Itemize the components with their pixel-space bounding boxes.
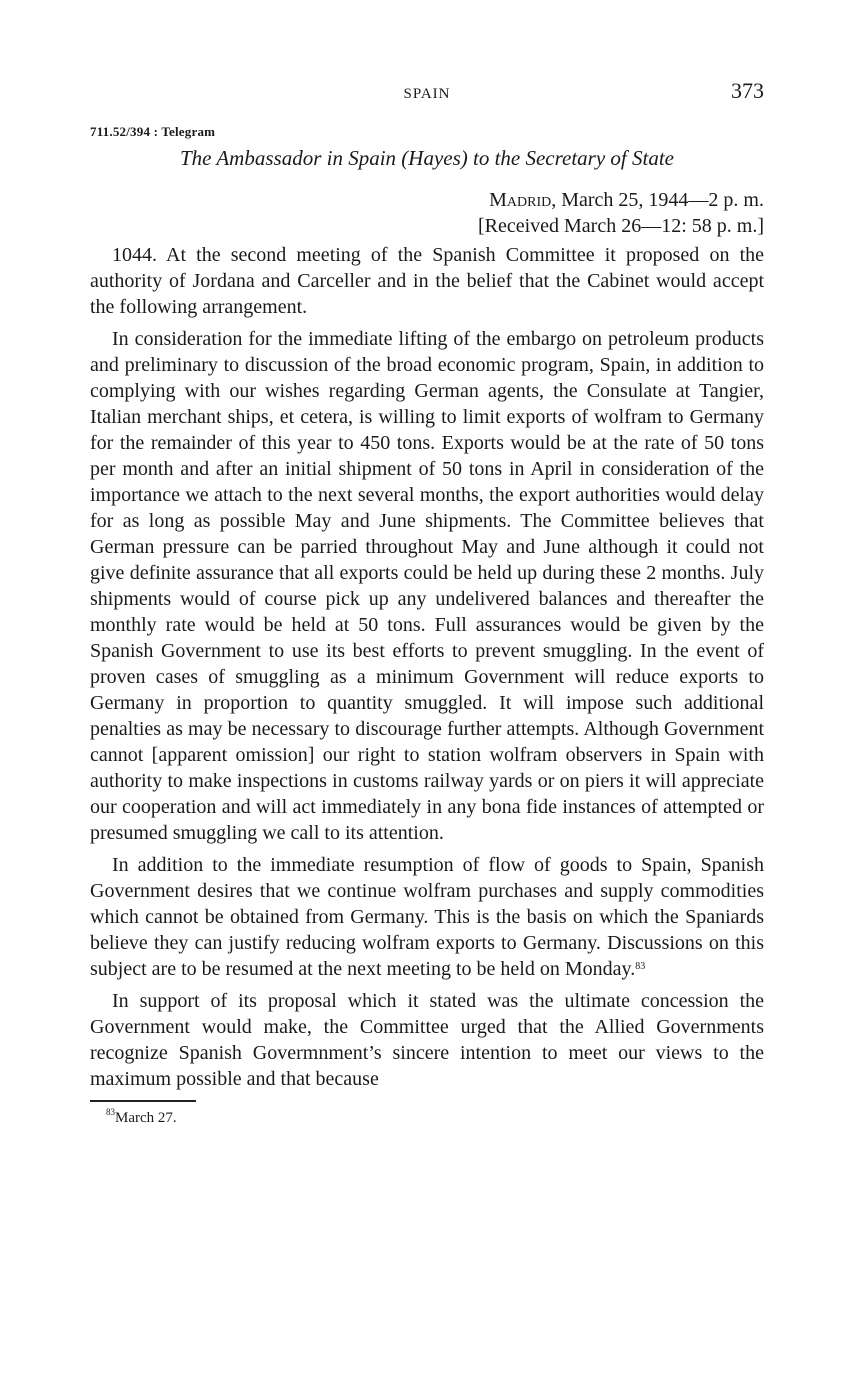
document-reference: 711.52/394 : Telegram xyxy=(90,124,216,139)
received-line: [Received March 26—12: 58 p. m.] xyxy=(477,215,764,237)
footnote-divider xyxy=(90,1100,196,1102)
telegram-body xyxy=(90,242,764,1092)
paragraph-1: 1044. At the second meeting of the Spanish Committee it proposed on the authority of Jordana and Carceller and in the belief that the Cabinet would accept the following arrangement. xyxy=(90,244,764,318)
document-page xyxy=(90,78,764,1127)
footnote-marker: 83 xyxy=(106,1107,115,1117)
footnote xyxy=(90,1107,764,1127)
dateline xyxy=(90,187,764,213)
paragraph-3 xyxy=(90,852,764,982)
dateline-place: Madrid xyxy=(489,189,552,211)
page-number: 373 xyxy=(731,78,764,103)
paragraph-3-text: In addition to the immediate resumption of flow of goods to Spain, Spanish Government desires that we continue wolfram purchases and supply commodities which cannot be obtained from Germany. This is the basis on which the Spaniards believe they can justify reducing wolfram exports to Germany. Discussions on this subject are to be resumed at the next meeting to be held on Monday. xyxy=(90,854,764,980)
footnote-reference[interactable]: 83 xyxy=(635,961,646,972)
dateline-block xyxy=(90,187,764,239)
running-title: SPAIN xyxy=(403,86,451,102)
running-header xyxy=(90,78,764,110)
document-heading: The Ambassador in Spain (Hayes) to the Secretary of State xyxy=(179,146,674,170)
paragraph-4: In support of its proposal which it stated was the ultimate concession the Government would make, the Committee urged that the Allied Governments recognize Spanish Govermnment’s sincere intention to meet our views to the maximum possible and that because xyxy=(90,990,764,1090)
footnote-text: March 27. xyxy=(115,1110,177,1126)
paragraph-2: In consideration for the immediate lifting of the embargo on petroleum products and preliminary to discussion of the broad economic program, Spain, in addition to complying with our wishes regarding German agents, the Consulate at Tangier, Italian merchant ships, et cetera, is willing to limit exports of wolfram to Germany for the remainder of this year to 450 tons. Exports would be at the rate of 50 tons per month and after an initial shipment of 50 tons in April in consideration of the importance we attach to the next several months, the export authorities would delay for as long as possible May and June shipments. The Committee believes that German pressure can be parried throughout May and June although it could not give definite assurance that all exports could be held up during these 2 months. July shipments would of course pick up any undelivered balances and thereafter the monthly rate would be held at 50 tons. Full assurances would be given by the Spanish Government to use its best efforts to prevent smuggling. In the event of proven cases of smuggling as a minimum Government will reduce exports to Germany in proportion to quantity smuggled. It will impose such additional penalties as may be necessary to discourage further attempts. Although Government cannot [apparent omission] our right to station wolfram observers in Spain with authority to make inspections in customs railway yards or on piers it will appreciate our cooperation and will act immediately in any bona fide instances of attempted or presumed smuggling we call to its attention. xyxy=(90,328,764,844)
dateline-date: , March 25, 1944—2 p. m. xyxy=(551,189,764,211)
